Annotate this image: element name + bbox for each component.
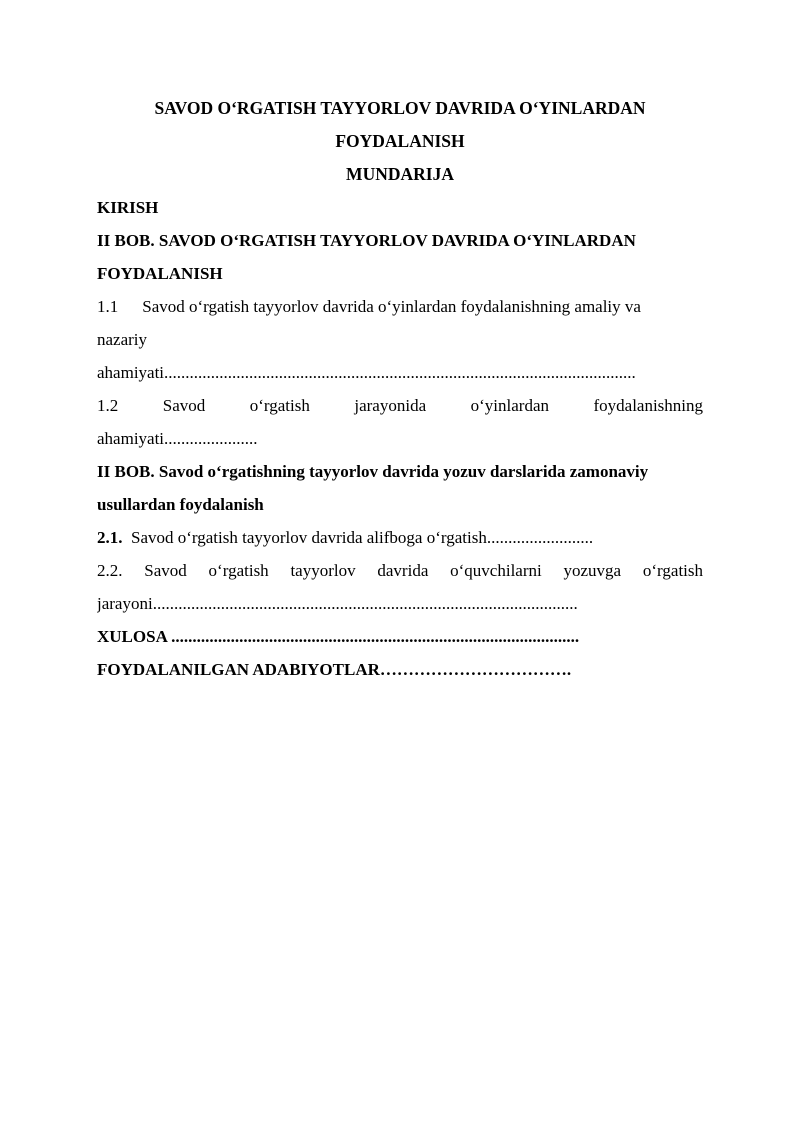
title-line-1: SAVOD O‘RGATISH TAYYORLOV DAVRIDA O‘YINLARDAN (154, 98, 646, 118)
toc-entry-text: Savod o‘rgatish tayyorlov davrida alifboga o‘rgatish......................... (131, 528, 594, 547)
toc-entry-kirish: KIRISH (97, 198, 159, 217)
toc-entry-2-1 (97, 521, 703, 554)
toc-number: 1.2 (97, 396, 119, 415)
toc-word: Savod (162, 396, 206, 415)
toc-entry-2-2-leader: jarayoni.................................................................................................... (97, 594, 578, 613)
toc-word: jarayonida (354, 396, 427, 415)
toc-word: o‘rgatish (249, 396, 310, 415)
toc-entry-chapter-1-line-1: II BOB. SAVOD O‘RGATISH TAYYORLOV DAVRIDA O‘YINLARDAN (97, 231, 636, 250)
toc-entry-1-1-cont: nazariy (97, 330, 148, 349)
toc-entry-1-1-leader: ahamiyati............................................................................................................... (97, 363, 636, 382)
document-title (97, 92, 703, 158)
toc-entry-2-2: 2.2. Savod o‘rgatish tayyorlov davrida o‘quvchilarni yozuvga o‘rgatish (97, 561, 703, 580)
toc-word: foydalanishning (593, 396, 703, 415)
toc-entry-1-1 (97, 290, 703, 323)
toc-entry-adabiyotlar: FOYDALANILGAN ADABIYOTLAR……………………………. (97, 660, 572, 679)
toc-number: 1.1 (97, 297, 119, 316)
toc-entry-chapter-2-line-1: II BOB. Savod o‘rgatishning tayyorlov davrida yozuv darslarida zamonaviy (97, 462, 649, 481)
toc-entry-1-2 (97, 389, 703, 422)
document-body (97, 92, 703, 686)
toc-heading: MUNDARIJA (346, 164, 454, 184)
toc-entry-chapter-1-line-2: FOYDALANISH (97, 264, 223, 283)
toc-entry-1-2-leader: ahamiyati...................... (97, 429, 258, 448)
toc-entry-chapter-2-line-2: usullardan foydalanish (97, 495, 264, 514)
toc-word: o‘yinlardan (470, 396, 549, 415)
toc-number: 2.1. (97, 528, 123, 547)
title-line-2: FOYDALANISH (335, 131, 465, 151)
toc-entry-text: Savod o‘rgatish tayyorlov davrida o‘yinlardan foydalanishning amaliy va (142, 297, 641, 316)
toc-entry-xulosa: XULOSA ................................................................................................ (97, 627, 580, 646)
